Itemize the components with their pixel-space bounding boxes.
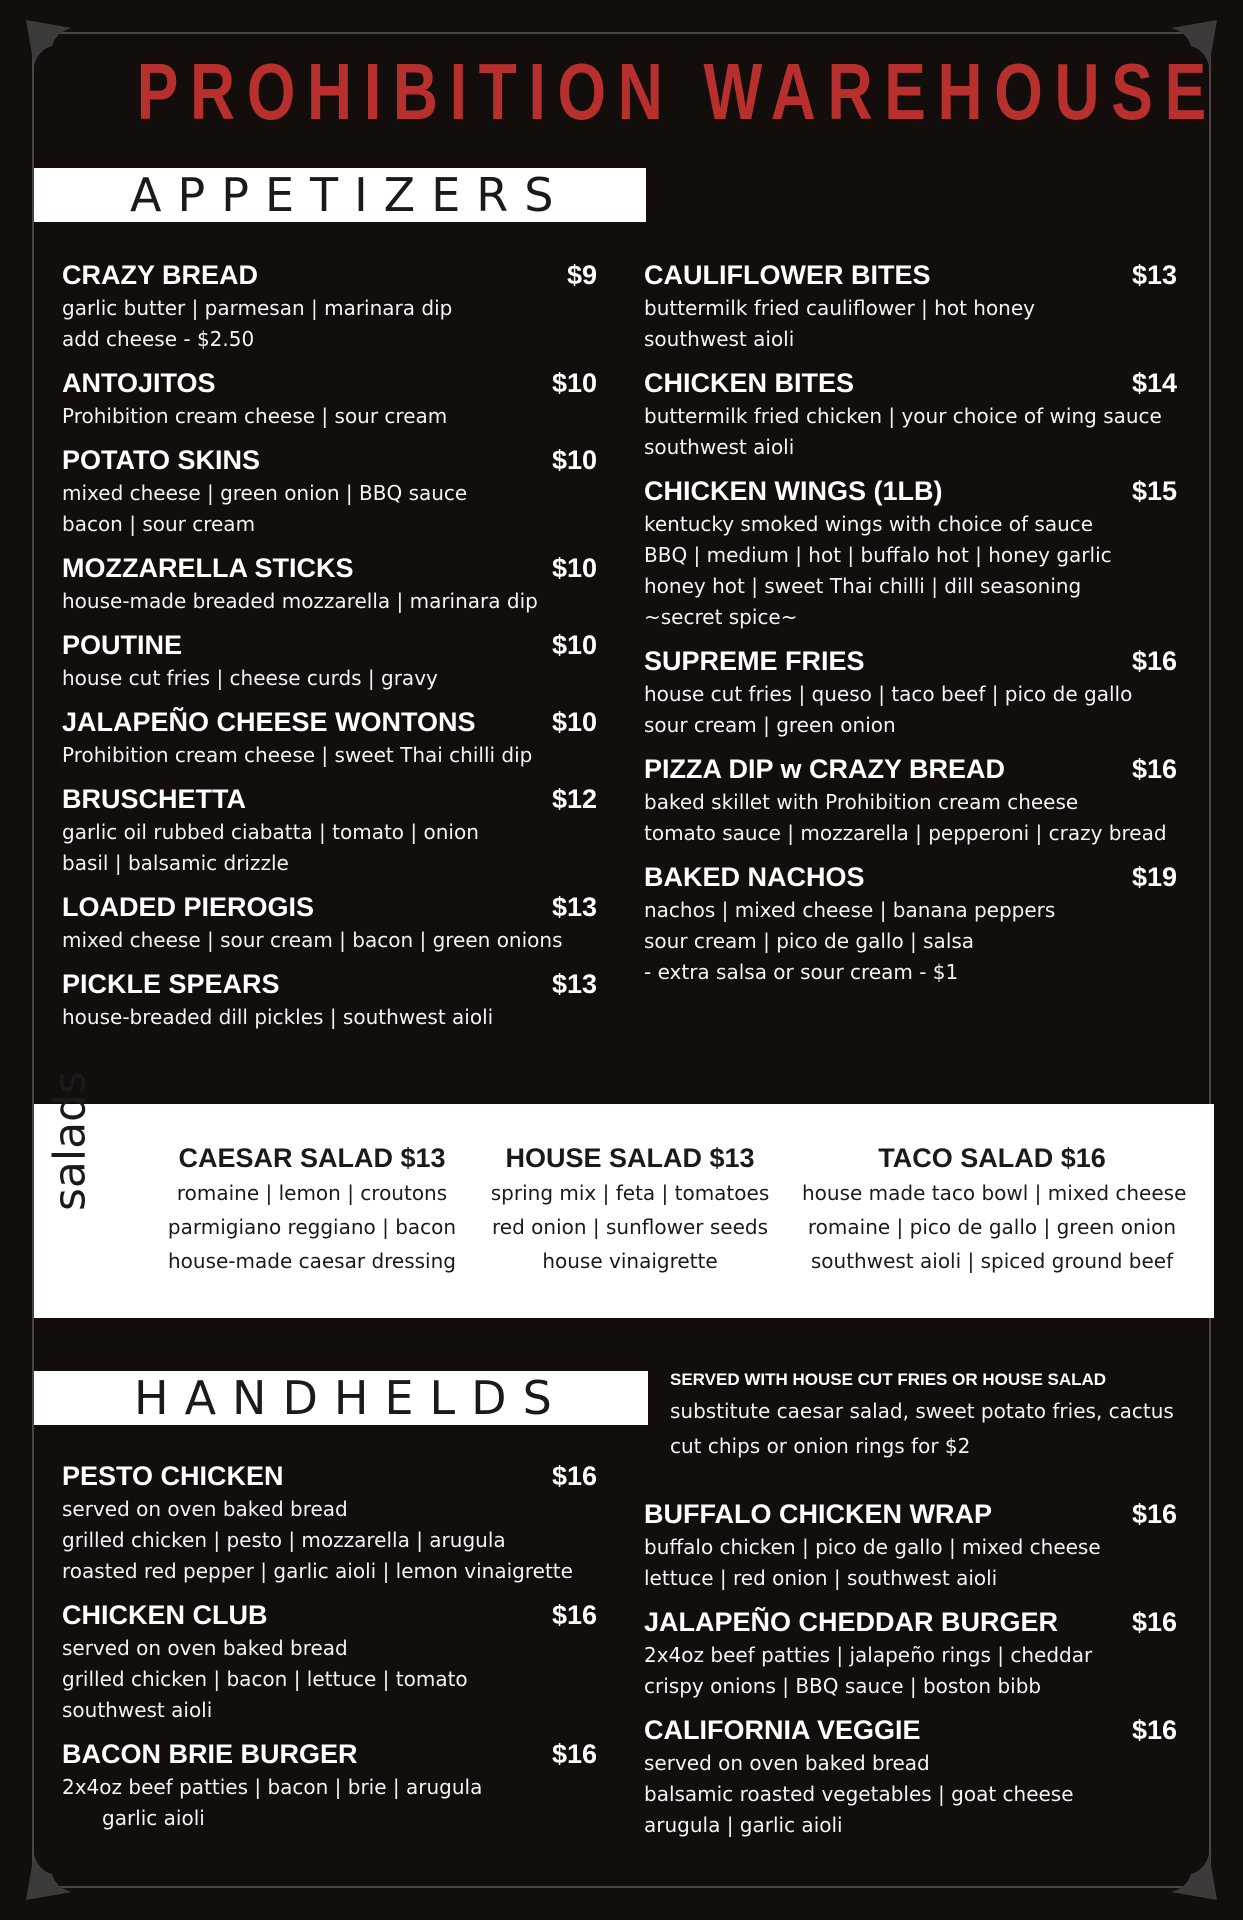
salad-desc-line: spring mix | feta | tomatoes	[490, 1181, 770, 1205]
menu-item-header	[644, 1712, 1177, 1748]
description-line: basil | balsamic drizzle	[62, 851, 289, 875]
description-line: served on oven baked bread	[62, 1497, 348, 1521]
side-note-body	[670, 1394, 1180, 1464]
handhelds-banner	[34, 1371, 648, 1425]
menu-item-header	[62, 966, 597, 1002]
description-line: balsamic roasted vegetables | goat cheese	[644, 1782, 1074, 1806]
menu-item-header	[62, 442, 597, 478]
menu-item	[62, 1458, 597, 1587]
menu-item-price: $10	[551, 553, 597, 583]
menu-item-name: PESTO CHICKEN	[62, 1461, 284, 1491]
description-line: 2x4oz beef patties | bacon | brie | arugula	[62, 1775, 483, 1799]
menu-item-description	[62, 817, 597, 879]
menu-item-description	[62, 1772, 597, 1834]
menu-item-name: JALAPEÑO CHEESE WONTONS	[62, 707, 476, 737]
description-line: grilled chicken | pesto | mozzarella | arugula	[62, 1528, 506, 1552]
description-line: served on oven baked bread	[62, 1636, 348, 1660]
menu-item	[62, 442, 597, 540]
handhelds-heading: HANDHELDS	[134, 1371, 568, 1425]
salad-desc	[450, 1176, 810, 1278]
menu-item	[62, 257, 597, 355]
menu-item	[644, 257, 1177, 355]
menu-item-description	[62, 478, 597, 540]
handhelds-side-note	[670, 1366, 1180, 1464]
menu-item-name: BAKED NACHOS	[644, 862, 865, 892]
menu-item-price: $16	[1131, 1715, 1177, 1745]
menu-item-name: LOADED PIEROGIS	[62, 892, 315, 922]
appetizers-left-column	[62, 257, 597, 1043]
description-line: Prohibition cream cheese | sweet Thai chilli dip	[62, 743, 533, 767]
salad-desc-line: house made taco bowl | mixed cheese	[802, 1181, 1187, 1205]
description-line: southwest aioli	[644, 327, 795, 351]
menu-item-description	[644, 509, 1177, 633]
menu-item-description	[644, 293, 1177, 355]
menu-item-name: CRAZY BREAD	[62, 260, 259, 290]
salad-name: HOUSE SALAD $13	[505, 1143, 755, 1173]
menu-item	[62, 966, 597, 1033]
menu-item-price: $16	[551, 1739, 597, 1769]
menu-item	[644, 1712, 1177, 1841]
menu-item-header	[62, 1597, 597, 1633]
menu-item-price: $13	[551, 892, 597, 922]
menu-item-description	[644, 1748, 1177, 1841]
menu-item-header	[644, 1604, 1177, 1640]
description-line: honey hot | sweet Thai chilli | dill seasoning	[644, 574, 1082, 598]
menu-item	[62, 1736, 597, 1834]
menu-item-name: SUPREME FRIES	[644, 646, 865, 676]
menu-item-header	[644, 1496, 1177, 1532]
menu-item-description	[644, 1640, 1177, 1702]
menu-item	[62, 889, 597, 956]
description-line: house-breaded dill pickles | southwest aioli	[62, 1005, 494, 1029]
description-line: southwest aioli	[62, 1698, 213, 1722]
menu-item-name: CHICKEN BITES	[644, 368, 855, 398]
description-line: served on oven baked bread	[644, 1751, 930, 1775]
corner-ornament-icon	[26, 20, 72, 66]
menu-item-name: BUFFALO CHICKEN WRAP	[644, 1499, 992, 1529]
menu-item-price: $13	[551, 969, 597, 999]
description-line: house cut fries | queso | taco beef | pico de gallo	[644, 682, 1133, 706]
menu-item-price: $10	[551, 368, 597, 398]
appetizers-right-column	[644, 257, 1177, 998]
menu-item-name: POTATO SKINS	[62, 445, 261, 475]
salad-name: TACO SALAD $16	[878, 1143, 1106, 1173]
appetizers-banner	[34, 168, 646, 222]
description-line: baked skillet with Prohibition cream cheese	[644, 790, 1079, 814]
salad-name: CAESAR SALAD $13	[178, 1143, 446, 1173]
menu-item	[644, 859, 1177, 988]
menu-item-header	[62, 704, 597, 740]
salad-item	[802, 1140, 1187, 1278]
salad-desc-line: romaine | lemon | croutons	[176, 1181, 448, 1205]
salad-item	[132, 1140, 492, 1278]
description-line: garlic oil rubbed ciabatta | tomato | onion	[62, 820, 479, 844]
menu-item-name: PIZZA DIP w CRAZY BREAD	[644, 754, 1006, 784]
menu-item-price: $9	[566, 260, 597, 290]
description-line: BBQ | medium | hot | buffalo hot | honey garlic	[644, 543, 1112, 567]
description-line: - extra salsa or sour cream - $1	[644, 960, 959, 984]
salad-desc-line: house vinaigrette	[542, 1249, 718, 1273]
handhelds-right-column	[644, 1496, 1177, 1851]
menu-item-description	[62, 1633, 597, 1726]
menu-item	[62, 1597, 597, 1726]
description-line: garlic aioli	[102, 1806, 205, 1830]
menu-item-name: CAULIFLOWER BITES	[644, 260, 931, 290]
description-line: Prohibition cream cheese | sour cream	[62, 404, 448, 428]
corner-ornament-icon	[1171, 1854, 1217, 1900]
salad-desc-line: romaine | pico de gallo | green onion	[807, 1215, 1177, 1239]
menu-item-header	[62, 550, 597, 586]
menu-item-description	[644, 1532, 1177, 1594]
menu-item-name: BRUSCHETTA	[62, 784, 246, 814]
menu-item-header	[62, 627, 597, 663]
menu-title: PROHIBITION WAREHOUSE	[136, 47, 1218, 136]
menu-item-price: $10	[551, 630, 597, 660]
menu-item-price: $16	[1131, 646, 1177, 676]
side-note-heading: SERVED WITH HOUSE CUT FRIES OR HOUSE SALAD	[670, 1370, 1107, 1389]
menu-item-price: $19	[1131, 862, 1177, 892]
menu-item-name: PICKLE SPEARS	[62, 969, 280, 999]
description-line: add cheese - $2.50	[62, 327, 255, 351]
description-line: house-made breaded mozzarella | marinara dip	[62, 589, 538, 613]
salad-desc	[802, 1176, 1187, 1278]
salad-desc-line: parmigiano reggiano | bacon	[167, 1215, 457, 1239]
description-line: lettuce | red onion | southwest aioli	[644, 1566, 998, 1590]
description-line: kentucky smoked wings with choice of sauce	[644, 512, 1094, 536]
menu-item-name: BACON BRIE BURGER	[62, 1739, 358, 1769]
menu-item	[644, 1604, 1177, 1702]
menu-item-name: JALAPEÑO CHEDDAR BURGER	[644, 1607, 1059, 1637]
menu-item-price: $12	[551, 784, 597, 814]
menu-item-description	[644, 679, 1177, 741]
menu-item	[62, 781, 597, 879]
menu-item	[62, 550, 597, 617]
salads-label: salads	[44, 1071, 96, 1211]
menu-item-name: ANTOJITOS	[62, 368, 216, 398]
menu-item	[644, 751, 1177, 849]
menu-item-price: $14	[1131, 368, 1177, 398]
menu-item-price: $10	[551, 445, 597, 475]
menu-item-description	[62, 1494, 597, 1587]
side-note-line: cut chips or onion rings for $2	[670, 1434, 971, 1458]
menu-item-header	[644, 473, 1177, 509]
salad-desc-line: southwest aioli | spiced ground beef	[810, 1249, 1174, 1273]
description-line: sour cream | pico de gallo | salsa	[644, 929, 975, 953]
description-line: roasted red pepper | garlic aioli | lemon vinaigrette	[62, 1559, 573, 1583]
menu-item-header	[62, 889, 597, 925]
menu-item-price: $16	[1131, 754, 1177, 784]
menu-item-header	[644, 365, 1177, 401]
menu-item	[62, 627, 597, 694]
description-line: bacon | sour cream	[62, 512, 256, 536]
menu-item	[644, 473, 1177, 633]
description-line: southwest aioli	[644, 435, 795, 459]
menu-item-header	[644, 257, 1177, 293]
description-line: arugula | garlic aioli	[644, 1813, 843, 1837]
description-line: mixed cheese | sour cream | bacon | green onions	[62, 928, 563, 952]
description-line: sour cream | green onion	[644, 713, 896, 737]
menu-item-price: $16	[1131, 1499, 1177, 1529]
description-line: buttermilk fried cauliflower | hot honey	[644, 296, 1035, 320]
description-line: grilled chicken | bacon | lettuce | tomato	[62, 1667, 468, 1691]
menu-item-header	[62, 1458, 597, 1494]
menu-item-description	[62, 293, 597, 355]
handhelds-left-column	[62, 1458, 597, 1844]
menu-item-price: $16	[1131, 1607, 1177, 1637]
menu-item	[62, 365, 597, 432]
description-line: garlic butter | parmesan | marinara dip	[62, 296, 453, 320]
menu-item-description	[62, 925, 597, 956]
menu-item-name: CHICKEN WINGS (1LB)	[644, 476, 943, 506]
description-line: crispy onions | BBQ sauce | boston bibb	[644, 1674, 1042, 1698]
menu-item-name: CALIFORNIA VEGGIE	[644, 1715, 921, 1745]
description-line: buffalo chicken | pico de gallo | mixed cheese	[644, 1535, 1101, 1559]
menu-item-description	[62, 1002, 597, 1033]
salad-desc	[132, 1176, 492, 1278]
menu-item-header	[62, 365, 597, 401]
description-line: nachos | mixed cheese | banana peppers	[644, 898, 1056, 922]
description-line: tomato sauce | mozzarella | pepperoni | crazy bread	[644, 821, 1167, 845]
salad-desc-line: red onion | sunflower seeds	[492, 1215, 768, 1239]
description-line: 2x4oz beef patties | jalapeño rings | cheddar	[644, 1643, 1093, 1667]
corner-ornament-icon	[26, 1854, 72, 1900]
menu-item-description	[62, 663, 597, 694]
menu-item-header	[644, 859, 1177, 895]
menu-item-description	[62, 401, 597, 432]
menu-item-header	[62, 1736, 597, 1772]
side-note-line: substitute caesar salad, sweet potato fries, cactus	[670, 1399, 1174, 1423]
menu-item-description	[644, 401, 1177, 463]
menu-item-header	[62, 257, 597, 293]
menu-item-price: $10	[551, 707, 597, 737]
menu-item-description	[62, 586, 597, 617]
menu-item	[644, 1496, 1177, 1594]
menu-item-name: CHICKEN CLUB	[62, 1600, 268, 1630]
menu-item-name: MOZZARELLA STICKS	[62, 553, 354, 583]
description-line: mixed cheese | green onion | BBQ sauce	[62, 481, 468, 505]
menu-item-price: $13	[1131, 260, 1177, 290]
menu-item-header	[644, 751, 1177, 787]
salad-item	[450, 1140, 810, 1278]
menu-item	[644, 643, 1177, 741]
menu-item-description	[62, 740, 597, 771]
menu-item	[644, 365, 1177, 463]
menu-item-header	[62, 781, 597, 817]
menu-item	[62, 704, 597, 771]
menu-item-name: POUTINE	[62, 630, 183, 660]
menu-item-description	[644, 895, 1177, 988]
menu-item-price: $15	[1131, 476, 1177, 506]
menu-item-description	[644, 787, 1177, 849]
menu-item-header	[644, 643, 1177, 679]
appetizers-heading: APPETIZERS	[130, 168, 570, 222]
salads-section	[34, 1071, 1214, 1318]
menu-item-price: $16	[551, 1461, 597, 1491]
description-line: house cut fries | cheese curds | gravy	[62, 666, 438, 690]
description-line: ~secret spice~	[644, 605, 798, 629]
salad-desc-line: house-made caesar dressing	[168, 1249, 456, 1273]
description-line: buttermilk fried chicken | your choice of wing sauce	[644, 404, 1162, 428]
menu-item-price: $16	[551, 1600, 597, 1630]
